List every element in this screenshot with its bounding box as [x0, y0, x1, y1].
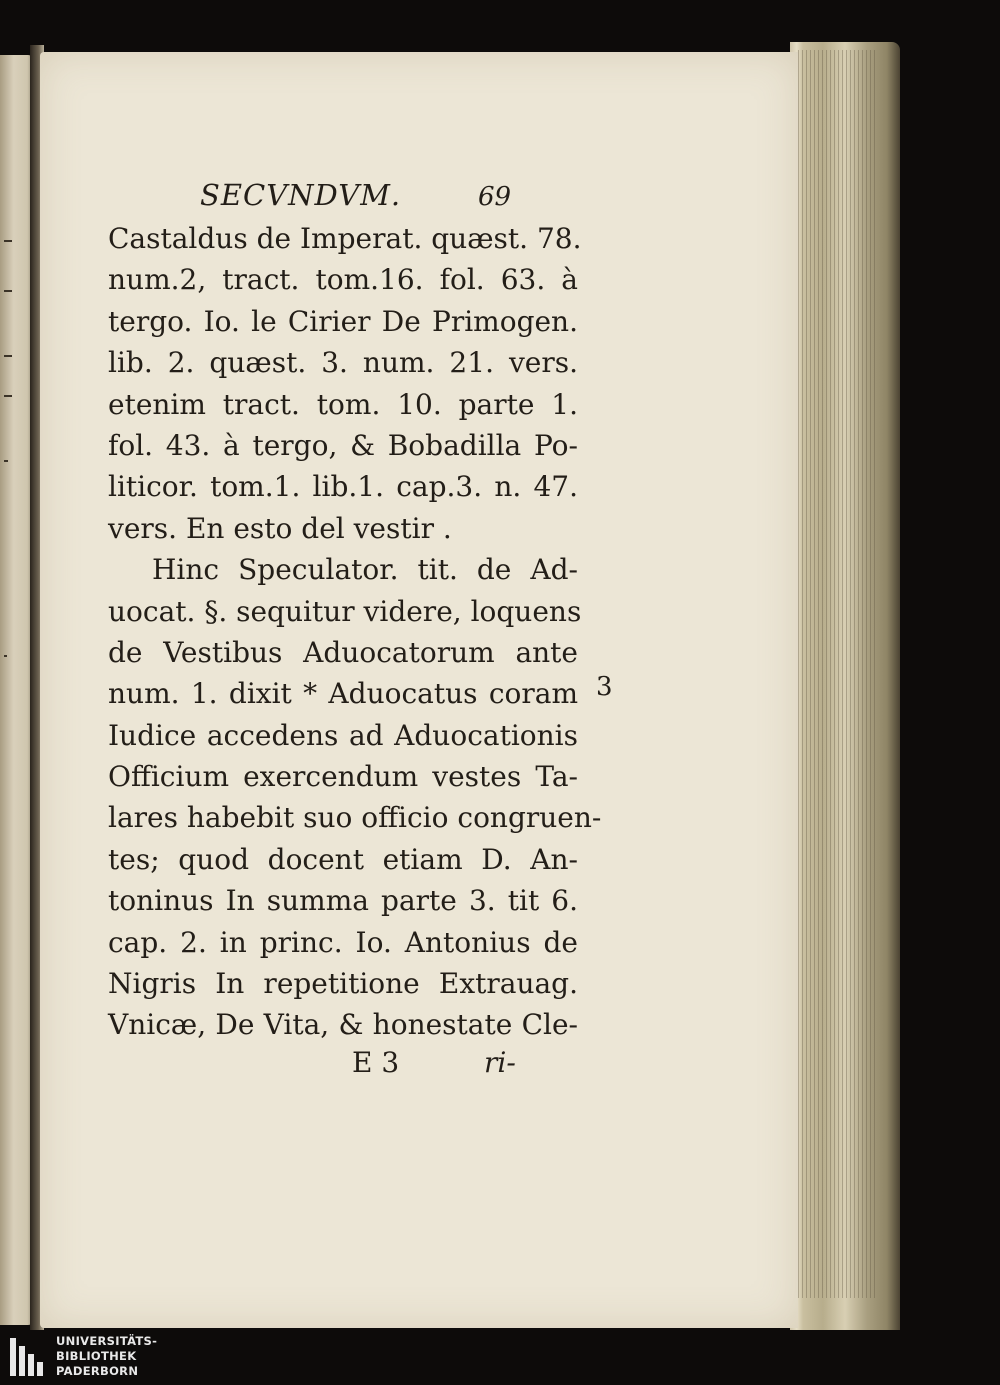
text-line: Iudice accedens ad Aduocationis	[108, 718, 578, 752]
page-block-edge	[790, 42, 900, 1342]
text-line: tergo. Io. le Cirier De Primogen.	[108, 304, 578, 338]
text-line: num. 1. dixit * Aduocatus coram	[108, 677, 578, 711]
logo-line: BIBLIOTHEK	[56, 1349, 137, 1363]
signature-mark: E 3	[352, 1046, 400, 1079]
left-page-bleed-marks	[0, 55, 34, 1325]
text-line: cap. 2. in princ. Io. Antonius de	[108, 925, 578, 959]
page-number: 69	[478, 182, 512, 212]
page-footer	[108, 1046, 578, 1086]
text-line: liticor. tom.1. lib.1. cap.3. n. 47.	[108, 470, 578, 504]
text-line: fol. 43. à tergo, & Bobadilla Po-	[108, 428, 578, 462]
text-line: num.2, tract. tom.16. fol. 63. à	[108, 263, 578, 297]
logo-line: UNIVERSITÄTS-	[56, 1334, 158, 1348]
text-line: uocat. §. sequitur videre, loquens	[108, 594, 582, 628]
library-logo-bar	[0, 1330, 1000, 1385]
text-line: lib. 2. quæst. 3. num. 21. vers.	[108, 346, 578, 380]
text-line: tes; quod docent etiam D. An-	[108, 842, 578, 876]
text-line: lares habebit suo officio congruen-	[108, 801, 602, 835]
text-line: Officium exercendum vestes Ta-	[108, 760, 578, 794]
text-line: Nigris In repetitione Extrauag.	[108, 967, 578, 1001]
running-title: SECVNDVM.	[200, 178, 402, 212]
left-page-edge	[0, 55, 34, 1325]
library-logo-text	[56, 1334, 157, 1379]
library-logo-icon	[10, 1338, 48, 1376]
text-line: Vnicæ, De Vita, & honestate Cle-	[108, 1008, 578, 1042]
text-line: toninus In summa parte 3. tit 6.	[108, 884, 578, 918]
text-line: Hinc Speculator. tit. de Ad-	[152, 553, 578, 587]
text-body	[108, 218, 602, 1046]
logo-line: PADERBORN	[56, 1364, 139, 1378]
text-line: de Vestibus Aduocatorum ante	[108, 635, 578, 669]
text-line: vers. En esto del vestir .	[108, 511, 452, 545]
running-head	[108, 178, 578, 218]
text-line: etenim tract. tom. 10. parte 1.	[108, 387, 578, 421]
catchword: ri-	[484, 1046, 516, 1079]
text-line: Castaldus de Imperat. quæst. 78.	[108, 222, 582, 255]
marginal-note: 3	[596, 672, 613, 702]
